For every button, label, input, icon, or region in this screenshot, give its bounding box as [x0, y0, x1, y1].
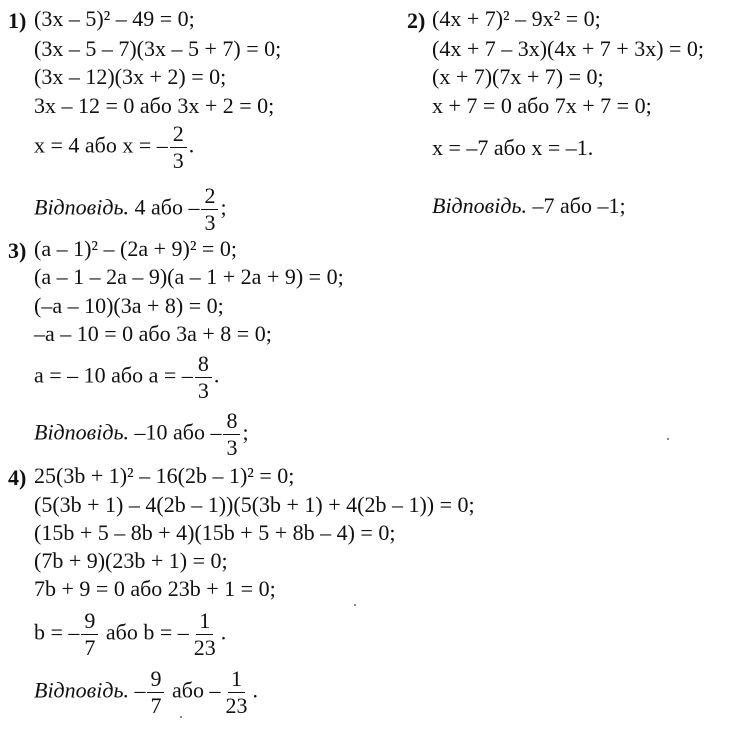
- problem-2-answer: Відповідь. –7 або –1;: [432, 193, 626, 218]
- problem-1-number: 1): [8, 8, 27, 33]
- problem-3-answer: Відповідь. –10 або – $\frac{8}{3}$ ;: [34, 408, 249, 460]
- problem-4-number: 4): [8, 465, 27, 490]
- problem-4-line-5: 7b + 9 = 0 або 23b + 1 = 0;: [34, 576, 276, 601]
- problem-2-line-4: x + 7 = 0 або 7x + 7 = 0;: [432, 93, 652, 118]
- fraction: $\frac{2}{3}$: [170, 123, 187, 172]
- problem-1-line-3: (3x – 12)(3x + 2) = 0;: [34, 64, 227, 89]
- scan-speck: [354, 604, 356, 606]
- problem-4-line-2: (5(3b + 1) – 4(2b – 1))(5(3b + 1) + 4(2b – 1)) = 0;: [34, 492, 475, 517]
- fraction: $\frac{2}{3}$: [201, 185, 218, 234]
- problem-1-line-1: (3x – 5)² – 49 = 0;: [34, 6, 195, 31]
- scan-speck: [667, 438, 669, 440]
- problem-3-line-1: (a – 1)² – (2a + 9)² = 0;: [34, 236, 237, 261]
- problem-4-line-1: 25(3b + 1)² – 16(2b – 1)² = 0;: [34, 463, 295, 488]
- fraction: $\frac{8}{3}$: [195, 353, 212, 402]
- fraction: $\frac{9}{7}$: [147, 668, 164, 717]
- problem-3-line-3: (–a – 10)(3a + 8) = 0;: [34, 293, 224, 318]
- problem-1-line-2: (3x – 5 – 7)(3x – 5 + 7) = 0;: [34, 36, 282, 61]
- fraction: $\frac{8}{3}$: [223, 410, 240, 459]
- problem-2-line-2: (4x + 7 – 3x)(4x + 7 + 3x) = 0;: [432, 36, 705, 61]
- fraction: $\frac{1}{23}$: [225, 666, 248, 718]
- problem-4-solution: b = – $\frac{9}{7}$ або b = – $\frac{1}{23}$ .: [34, 608, 227, 660]
- problem-3-solution: a = – 10 або a = – $\frac{8}{3}$ .: [34, 351, 220, 403]
- problem-2-line-3: (x + 7)(7x + 7) = 0;: [432, 64, 604, 89]
- problem-3-line-2: (a – 1 – 2a – 9)(a – 1 + 2a + 9) = 0;: [34, 264, 344, 289]
- problem-3-line-4: –a – 10 = 0 або 3a + 8 = 0;: [34, 321, 272, 346]
- problem-1-solution: x = 4 або x = – $\frac{2}{3}$ .: [34, 121, 195, 173]
- problem-3-number: 3): [8, 238, 27, 263]
- problem-1-answer: Відповідь. 4 або – $\frac{2}{3}$ ;: [34, 183, 227, 235]
- fraction: $\frac{1}{23}$: [193, 608, 216, 660]
- problem-4-line-3: (15b + 5 – 8b + 4)(15b + 5 + 8b – 4) = 0;: [34, 520, 396, 545]
- problem-2-number: 2): [407, 8, 426, 33]
- fraction: $\frac{9}{7}$: [81, 610, 98, 659]
- problem-4-answer: Відповідь. – $\frac{9}{7}$ або – $\frac{1}{23}$ .: [34, 666, 258, 718]
- problem-2-line-1: (4x + 7)² – 9x² = 0;: [432, 6, 601, 31]
- scan-speck: [180, 716, 182, 718]
- problem-2-solution: x = –7 або x = –1.: [432, 135, 594, 160]
- problem-4-line-4: (7b + 9)(23b + 1) = 0;: [34, 548, 228, 573]
- problem-1-line-4: 3x – 12 = 0 або 3x + 2 = 0;: [34, 93, 275, 118]
